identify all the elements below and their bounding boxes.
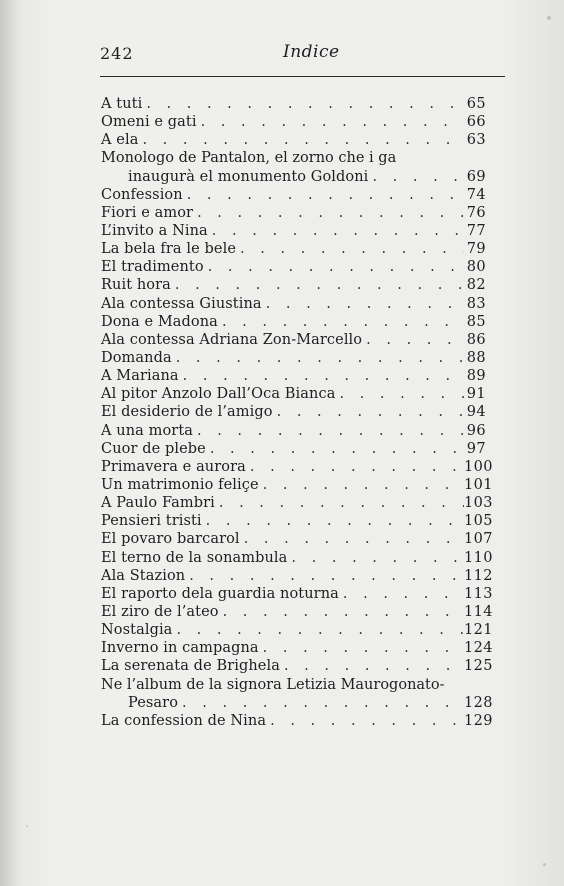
toc-entry-title: L’invito a Nina <box>101 222 208 239</box>
leader-dots <box>219 603 464 621</box>
toc-entry-page: 76 <box>466 204 486 221</box>
toc-entry <box>101 494 493 512</box>
toc-entry-title: La bela fra le bele <box>101 241 236 258</box>
toc-entry <box>101 113 486 131</box>
toc-entry-title: Omeni e gati <box>101 114 197 131</box>
scan-speck <box>543 863 546 866</box>
toc-entry <box>101 512 493 530</box>
leader-dots <box>171 276 464 294</box>
toc-entry <box>101 585 493 603</box>
toc-entry-page: 85 <box>466 313 486 330</box>
toc-entry <box>101 258 486 276</box>
toc-entry <box>101 222 486 240</box>
toc-entry <box>101 149 486 185</box>
toc-entry-title: A Mariana <box>101 368 179 385</box>
toc-entry <box>101 204 486 222</box>
leader-dots <box>259 639 464 657</box>
toc-entry-page: 74 <box>466 186 486 203</box>
toc-entry-page: 91 <box>466 386 486 403</box>
toc-entry-page: 82 <box>466 277 486 294</box>
toc-entry-title: Primavera e aurora <box>101 458 246 475</box>
toc-entry-continuation-line <box>101 168 486 186</box>
toc-entry-page: 113 <box>464 585 493 602</box>
toc-entry <box>101 639 493 657</box>
leader-dots <box>339 585 464 603</box>
toc-entry-title: Al pitor Anzolo Dall’Oca Bianca <box>101 386 336 403</box>
leader-dots <box>185 567 464 585</box>
toc-entry-title: Confession <box>101 186 183 203</box>
leader-dots <box>218 313 464 331</box>
toc-entry-page: 128 <box>464 694 493 711</box>
toc-entry-page: 79 <box>466 241 486 258</box>
toc-entry-page: 69 <box>466 168 486 185</box>
table-of-contents <box>101 95 493 730</box>
leader-dots <box>262 295 464 313</box>
toc-entry <box>101 567 493 585</box>
toc-entry-title: Fiori e amor <box>101 204 194 221</box>
toc-entry-title: Dona e Madona <box>101 313 218 330</box>
toc-entry-title-continuation: inaugurà el monumento Goldoni <box>128 168 369 185</box>
toc-entry-title: A una morta <box>101 422 193 439</box>
toc-entry-page: 80 <box>466 259 486 276</box>
leader-dots <box>183 186 464 204</box>
toc-entry-page: 121 <box>464 622 493 639</box>
leader-dots <box>335 385 464 403</box>
toc-entry-page: 105 <box>464 513 493 530</box>
toc-entry-title: Domanda <box>101 349 172 366</box>
toc-entry-title: Un matrimonio feliçe <box>101 476 259 493</box>
page-gutter-shadow <box>0 0 18 886</box>
leader-dots <box>197 113 464 131</box>
toc-entry <box>101 385 486 403</box>
leader-dots <box>236 240 464 258</box>
toc-entry <box>101 295 486 313</box>
toc-entry-page: 96 <box>466 422 486 439</box>
toc-entry-continuation-line <box>101 694 493 712</box>
toc-entry-title: Ala contessa Adriana Zon-Marcello <box>101 331 363 348</box>
header-rule <box>100 76 505 77</box>
toc-entry-page: 66 <box>466 114 486 131</box>
toc-entry-page: 112 <box>464 567 493 584</box>
leader-dots <box>368 168 464 186</box>
toc-entry-title: A tuti <box>101 96 143 112</box>
page-number: 242 <box>100 44 134 63</box>
toc-entry-title: El ziro de l’ateo <box>101 603 219 620</box>
leader-dots <box>142 95 464 113</box>
toc-entry-page: 86 <box>466 331 486 348</box>
leader-dots <box>273 403 464 421</box>
toc-entry-title: Inverno in campagna <box>101 640 259 657</box>
running-title: Indice <box>283 42 340 62</box>
toc-entry-title: Nostalgia <box>101 622 173 639</box>
scan-speck <box>547 16 551 20</box>
toc-entry-title: El povaro barcarol <box>101 531 240 548</box>
toc-entry <box>101 712 493 730</box>
toc-entry <box>101 657 493 675</box>
toc-entry <box>101 530 493 548</box>
leader-dots <box>204 258 464 276</box>
toc-entry-page: 101 <box>464 476 493 493</box>
toc-entry-title: El tradimento <box>101 259 204 276</box>
toc-entry <box>101 476 493 494</box>
toc-entry <box>101 367 486 385</box>
toc-entry-page: 124 <box>464 640 493 657</box>
leader-dots <box>138 131 464 149</box>
toc-entry <box>101 240 486 258</box>
toc-entry-page: 114 <box>464 603 493 620</box>
leader-dots <box>178 694 464 712</box>
toc-entry <box>101 313 486 331</box>
toc-entry-page: 103 <box>464 495 493 512</box>
leader-dots <box>208 222 464 240</box>
toc-entry <box>101 676 493 712</box>
toc-entry-page: 77 <box>466 222 486 239</box>
toc-entry-page: 63 <box>466 132 486 149</box>
toc-entry <box>101 331 486 349</box>
toc-entry <box>101 349 486 367</box>
toc-entry <box>101 131 486 149</box>
toc-entry-page: 94 <box>466 404 486 421</box>
toc-entry-title: Cuor de plebe <box>101 440 206 457</box>
toc-entry <box>101 276 486 294</box>
toc-entry-page: 88 <box>466 349 486 366</box>
toc-entry <box>101 440 486 458</box>
leader-dots <box>172 621 464 639</box>
toc-entry <box>101 186 486 204</box>
leader-dots <box>266 712 464 730</box>
toc-entry <box>101 95 486 113</box>
toc-entry-page: 129 <box>464 712 493 729</box>
toc-entry-title: Ala Stazion <box>101 567 186 584</box>
toc-entry-title: Ne l’album de la signora Letizia Maurogonato- <box>101 676 445 693</box>
toc-entry-title: El raporto dela guardia noturna <box>101 585 339 602</box>
toc-entry-page: 83 <box>466 295 486 312</box>
toc-entry-page: 97 <box>466 440 486 457</box>
leader-dots <box>172 349 464 367</box>
toc-entry-title: Ruit hora <box>101 277 171 294</box>
toc-entry-title: El terno de la sonambula <box>101 549 288 566</box>
toc-entry <box>101 621 493 639</box>
page-header <box>100 42 505 66</box>
leader-dots <box>193 422 464 440</box>
leader-dots <box>206 440 464 458</box>
toc-entry-page: 107 <box>464 531 493 548</box>
toc-entry-title: El desiderio de l’amigo <box>101 404 273 421</box>
toc-entry-title: A ela <box>101 132 139 149</box>
leader-dots <box>280 657 464 675</box>
toc-entry-page: 110 <box>464 549 493 566</box>
toc-entry <box>101 458 493 476</box>
leader-dots <box>287 549 464 567</box>
leader-dots <box>259 476 464 494</box>
leader-dots <box>193 204 464 222</box>
toc-entry-title: La serenata de Brighela <box>101 658 280 675</box>
leader-dots <box>215 494 464 512</box>
leader-dots <box>202 512 464 530</box>
toc-entry-page: 89 <box>466 368 486 385</box>
toc-entry-title: A Paulo Fambri <box>101 495 215 512</box>
scan-speck <box>26 825 28 827</box>
toc-entry-title: Pensieri tristi <box>101 513 202 530</box>
toc-entry-page: 125 <box>464 658 493 675</box>
leader-dots <box>246 458 464 476</box>
toc-entry-title: Ala contessa Giustina <box>101 295 262 312</box>
toc-entry-page: 100 <box>464 458 493 475</box>
toc-entry-title-continuation: Pesaro <box>128 694 179 711</box>
toc-entry <box>101 403 486 421</box>
toc-entry-title: La confession de Nina <box>101 712 267 729</box>
toc-entry-title: Monologo de Pantalon, el zorno che i ga <box>101 150 397 167</box>
toc-entry-page: 65 <box>466 96 486 112</box>
toc-entry <box>101 549 493 567</box>
leader-dots <box>362 331 464 349</box>
toc-entry <box>101 422 486 440</box>
toc-entry <box>101 603 493 621</box>
leader-dots <box>179 367 464 385</box>
leader-dots <box>240 530 464 548</box>
